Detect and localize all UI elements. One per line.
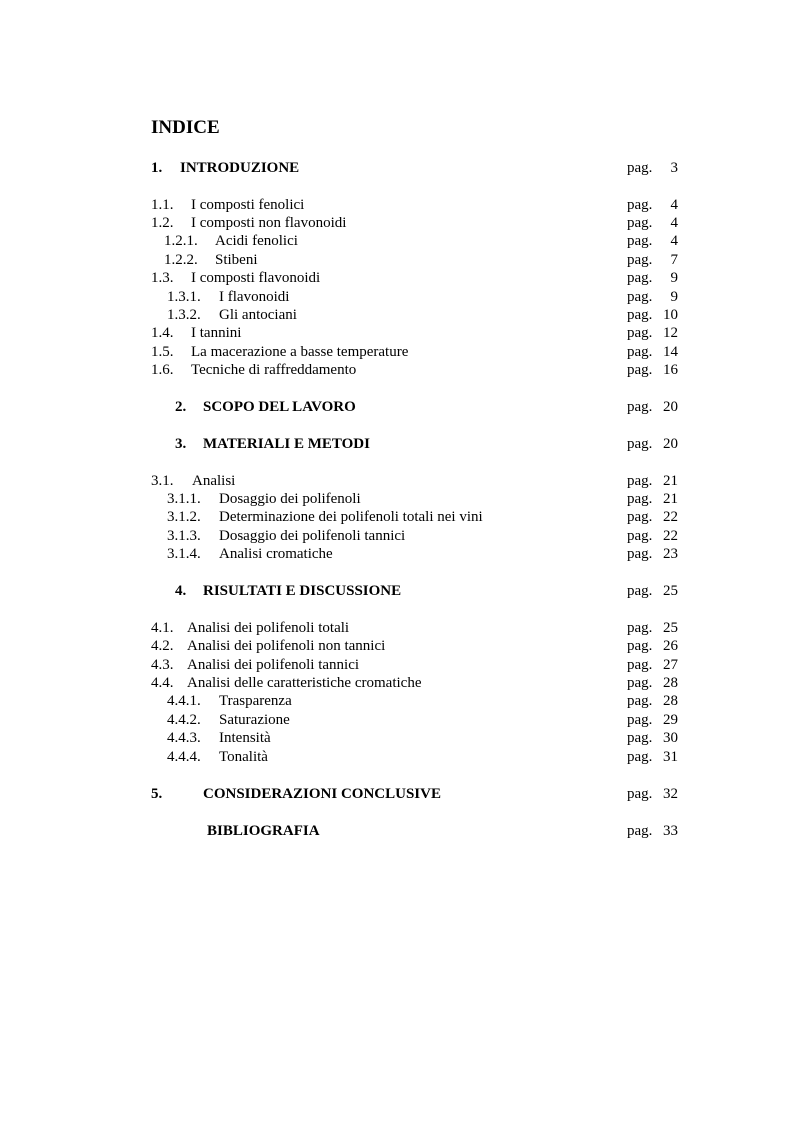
toc-pag-label: pag. [627,160,653,176]
toc-page-number: 3 [670,160,678,176]
toc-page-number: 31 [663,749,678,765]
toc-title: INTRODUZIONE [180,160,300,176]
toc-page-number: 28 [663,693,678,709]
toc-pag-label: pag. [627,583,653,599]
toc-pag-label: pag. [627,197,653,213]
toc-page-number: 4 [670,197,678,213]
toc-title: Analisi dei polifenoli non tannici [187,638,386,654]
toc-entry [0,343,794,362]
toc-pag-label: pag. [627,491,653,507]
toc-pag-label: pag. [627,786,653,802]
toc-number: 5. [151,786,163,802]
toc-title: I composti flavonoidi [191,270,321,286]
toc-number: 4.4. [151,675,174,691]
toc-entry [0,508,794,527]
toc-number: 1.3. [151,270,174,286]
toc-entry [0,361,794,380]
toc-pag-label: pag. [627,638,653,654]
toc-title: Stibeni [215,252,258,268]
toc-number: 1. [151,160,163,176]
page-title: INDICE [151,117,220,138]
toc-number: 4.2. [151,638,174,654]
toc-entry [0,785,794,804]
toc-pag-label: pag. [627,289,653,305]
toc-number: 1.3.2. [167,307,201,323]
toc-page-number: 27 [663,657,678,673]
toc-entry [0,545,794,564]
toc-entry [0,306,794,325]
toc-number: 1.1. [151,197,174,213]
toc-pag-label: pag. [627,252,653,268]
toc-entry [0,196,794,215]
toc-page-number: 12 [663,325,678,341]
toc-title: Analisi dei polifenoli totali [187,620,350,636]
toc-page-number: 20 [663,399,678,415]
toc-title: I composti non flavonoidi [191,215,347,231]
toc-number: 3.1.3. [167,528,201,544]
toc-entry [0,637,794,656]
toc-pag-label: pag. [627,509,653,525]
toc-title: Intensità [219,730,271,746]
toc-page-number: 21 [663,473,678,489]
toc-page-number: 4 [670,215,678,231]
toc-title: RISULTATI E DISCUSSIONE [203,583,402,599]
toc-entry [0,214,794,233]
toc-number: 2. [175,399,187,415]
toc-title: La macerazione a basse temperature [191,344,409,360]
toc-number: 4. [175,583,187,599]
toc-number: 3. [175,436,187,452]
toc-entry [0,324,794,343]
toc-title: Tecniche di raffreddamento [191,362,357,378]
toc-entry [0,232,794,251]
toc-pag-label: pag. [627,362,653,378]
toc-title: CONSIDERAZIONI CONCLUSIVE [203,786,441,802]
toc-title: Acidi fenolici [215,233,298,249]
toc-page-number: 22 [663,528,678,544]
toc-title: Analisi delle caratteristiche cromatiche [187,675,422,691]
toc-pag-label: pag. [627,215,653,231]
toc-pag-label: pag. [627,730,653,746]
toc-page-number: 10 [663,307,678,323]
toc-number: 4.4.2. [167,712,201,728]
toc-number: 1.3.1. [167,289,201,305]
toc-number: 1.2.2. [164,252,198,268]
toc-entry [0,656,794,675]
toc-entry [0,159,794,178]
toc-title: Dosaggio dei polifenoli [219,491,361,507]
toc-page-number: 26 [663,638,678,654]
toc-entry [0,748,794,767]
toc-entry [0,288,794,307]
toc-page-number: 28 [663,675,678,691]
toc-title: I flavonoidi [219,289,290,305]
toc-page-number: 14 [663,344,678,360]
toc-number: 3.1.4. [167,546,201,562]
toc-title: MATERIALI E METODI [203,436,370,452]
toc-number: 1.5. [151,344,174,360]
toc-title: Dosaggio dei polifenoli tannici [219,528,406,544]
toc-pag-label: pag. [627,620,653,636]
toc-number: 4.1. [151,620,174,636]
toc-page-number: 25 [663,620,678,636]
toc-page-number: 33 [663,823,678,839]
toc-title: SCOPO DEL LAVORO [203,399,356,415]
toc-entry [0,582,794,601]
toc-title: Analisi [192,473,236,489]
toc-page-number: 23 [663,546,678,562]
toc-entry [0,822,794,841]
toc-pag-label: pag. [627,712,653,728]
toc-page-number: 21 [663,491,678,507]
toc-entry [0,472,794,491]
toc-pag-label: pag. [627,693,653,709]
toc-entry [0,398,794,417]
toc-pag-label: pag. [627,473,653,489]
toc-pag-label: pag. [627,344,653,360]
toc-pag-label: pag. [627,675,653,691]
toc-number: 1.4. [151,325,174,341]
toc-entry [0,692,794,711]
toc-number: 1.6. [151,362,174,378]
toc-title: BIBLIOGRAFIA [207,823,320,839]
toc-page-number: 30 [663,730,678,746]
toc-entry [0,527,794,546]
toc-pag-label: pag. [627,325,653,341]
toc-entry [0,711,794,730]
toc-entry [0,619,794,638]
toc-page-number: 20 [663,436,678,452]
toc-pag-label: pag. [627,233,653,249]
toc-title: Saturazione [219,712,290,728]
toc-entry [0,435,794,454]
toc-number: 4.4.4. [167,749,201,765]
toc-page-number: 7 [670,252,678,268]
toc-page-number: 29 [663,712,678,728]
toc-pag-label: pag. [627,270,653,286]
toc-pag-label: pag. [627,528,653,544]
toc-page-number: 9 [670,270,678,286]
toc-page-number: 22 [663,509,678,525]
toc-pag-label: pag. [627,749,653,765]
toc-number: 4.4.3. [167,730,201,746]
toc-title: I composti fenolici [191,197,305,213]
toc-entry [0,674,794,693]
toc-entry [0,251,794,270]
toc-number: 3.1. [151,473,174,489]
toc-title: Gli antociani [219,307,297,323]
toc-pag-label: pag. [627,399,653,415]
toc-number: 4.4.1. [167,693,201,709]
toc-page-number: 32 [663,786,678,802]
toc-title: Tonalità [219,749,268,765]
toc-page-number: 9 [670,289,678,305]
toc-page-number: 4 [670,233,678,249]
toc-number: 4.3. [151,657,174,673]
toc-title: I tannini [191,325,242,341]
toc-entry [0,269,794,288]
toc-title: Determinazione dei polifenoli totali nei vini [219,509,483,525]
toc-number: 3.1.2. [167,509,201,525]
toc-entry [0,729,794,748]
toc-title: Analisi dei polifenoli tannici [187,657,360,673]
toc-pag-label: pag. [627,436,653,452]
toc-pag-label: pag. [627,546,653,562]
toc-pag-label: pag. [627,823,653,839]
toc-page-number: 25 [663,583,678,599]
toc-page-number: 16 [663,362,678,378]
toc-title: Analisi cromatiche [219,546,333,562]
toc-entry [0,490,794,509]
toc-number: 1.2.1. [164,233,198,249]
toc-number: 1.2. [151,215,174,231]
toc-title: Trasparenza [219,693,292,709]
toc-number: 3.1.1. [167,491,201,507]
toc-pag-label: pag. [627,307,653,323]
toc-pag-label: pag. [627,657,653,673]
